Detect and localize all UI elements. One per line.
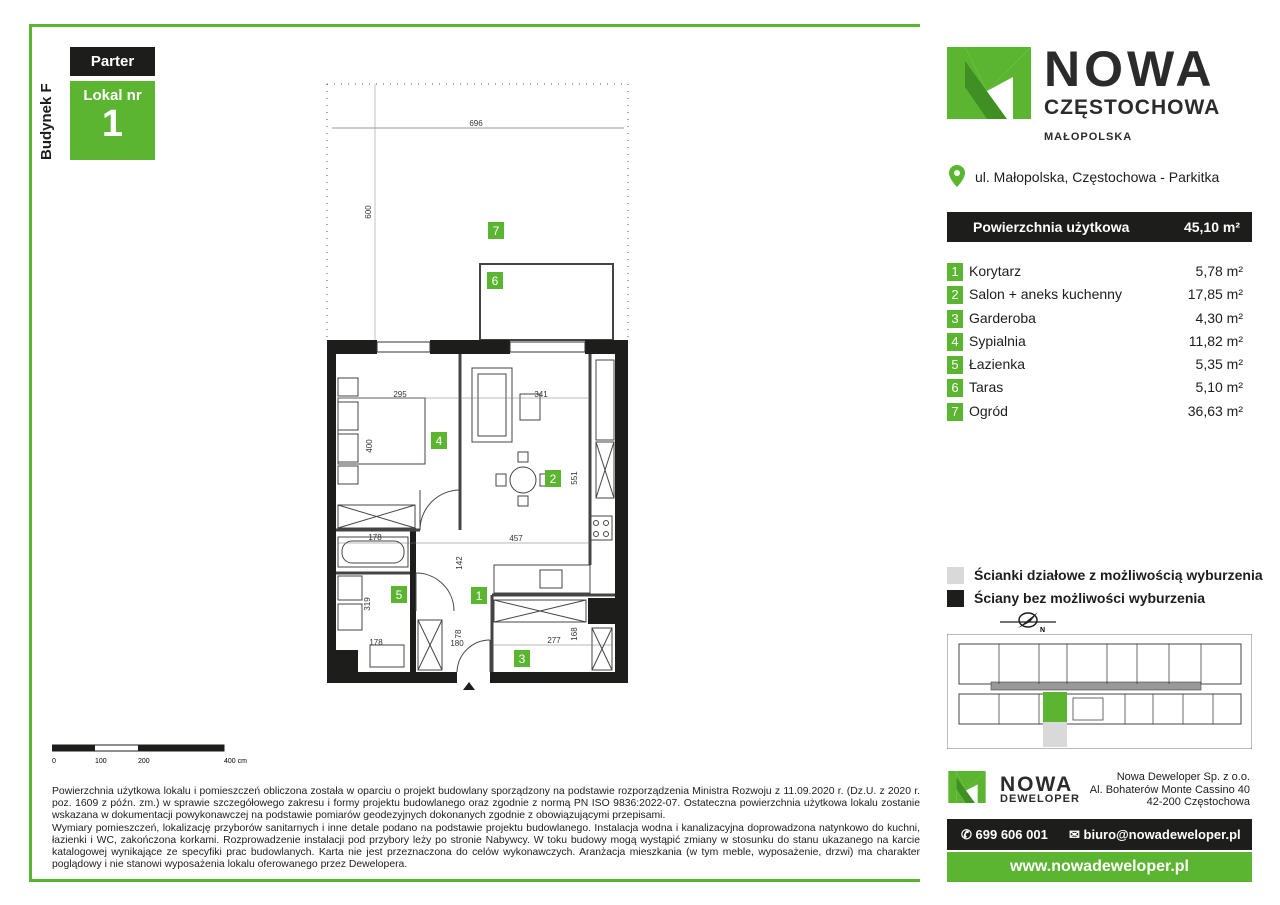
dim-living-w: 341	[534, 390, 548, 399]
dim-wardrobe-h: 168	[570, 627, 579, 641]
email-link[interactable]: ✉ biuro@nowadeweloper.pl	[1069, 827, 1241, 842]
site-plan-thumbnail	[947, 634, 1252, 749]
list-item: 7 Ogród 36,63 m²	[947, 402, 1247, 425]
entrance-marker	[463, 682, 475, 690]
contact-bar	[947, 819, 1252, 850]
building-label: Budynek F	[38, 83, 55, 160]
dim-hall-h: 142	[455, 556, 464, 570]
legend-fixed-swatch	[947, 590, 964, 607]
frame-left-line	[29, 24, 32, 881]
scale-bar	[52, 743, 252, 767]
unit-number: 1	[101, 103, 124, 145]
phone-link[interactable]: ✆ 699 606 001	[961, 827, 1048, 842]
dim-garden-h: 600	[364, 205, 373, 219]
dim-door-a: 78	[454, 629, 463, 639]
floor-plan	[300, 70, 660, 700]
scale-tick-0: 0	[52, 758, 56, 765]
dining-table	[496, 452, 550, 506]
dim-door-b: 180	[450, 639, 464, 648]
dim-wardrobe-w: 277	[547, 636, 561, 645]
developer-company: Nowa Deweloper Sp. z o.o.	[1116, 771, 1250, 783]
developer-name: NOWA	[1000, 773, 1074, 796]
brand-logo-icon	[947, 47, 1031, 119]
unit-label: Lokal nr	[83, 87, 142, 104]
disclaimer-p1: Powierzchnia użytkowa lokalu i pomieszczeń obliczona została w oparciu o projekt budowlany sporządzony na podstawie rozporządzenia Ministra Rozwoju z 11.09.2020 r. (Dz.U. z 2020 r. poz. 1609 z późn. zm.) w sprawie szczegółowego zakresu i formy projektu budowlanego oraz zgodnie z normą PN ISO 9836:2022-07. Ostateczna powierzchnia użytkowa lokalu zostanie wskazana w dokumentacji powykonawczej na podstawie pomiarów geodezyjnych dokonanych zgodnie z obowiązującymi przepisami.	[52, 786, 920, 822]
brand-name: NOWA	[1044, 41, 1216, 97]
phone-icon: ✆	[961, 827, 976, 842]
brand-city: CZĘSTOCHOWA	[1044, 96, 1221, 119]
tag-7: 7	[492, 224, 500, 238]
tag-3: 3	[518, 652, 526, 666]
developer-sub: DEWELOPER	[1000, 793, 1080, 805]
address: ul. Małopolska, Częstochowa - Parkitka	[975, 169, 1220, 185]
compass-n: N	[1040, 627, 1046, 634]
disclaimer-p2: Wymiary pomieszczeń, lokalizację przyborów sanitarnych i inne detale podano na podstawie projektu budowlanego. Instalacja wodna i kanalizacyjna doprowadzona natynkowo do kuchni, łazienki i WC, zakończona korkami. Rozprowadzenie instalacji pod przybory leży po stronie Nabywcy. W toku budowy mogą wystąpić zmiany w stosunku do stanu ukazanego na karcie katalogowej wynikające ze specyfiki prac budowlanych. Karta nie jest przeznaczona do celów wykonawczych. Aranżacja mieszkania (w tym meble, wyposażenie, drzwi) ma charakter poglądowy i nie stanowi wyposażenia lokalu oferowanego przez Dewelopera.	[52, 822, 920, 871]
sofa	[472, 368, 540, 442]
tag-2: 2	[549, 472, 557, 486]
usable-area-label: Powierzchnia użytkowa	[973, 219, 1130, 235]
tag-6: 6	[491, 274, 499, 288]
tag-4: 4	[435, 434, 443, 448]
usable-area-bar	[947, 212, 1252, 242]
partition-walls	[336, 354, 615, 672]
dim-bath-w-top: 178	[368, 533, 382, 542]
room-list	[947, 262, 1247, 425]
list-item: 3 Garderoba 4,30 m²	[947, 309, 1247, 332]
disclaimer	[52, 786, 920, 871]
dim-lines	[338, 398, 612, 645]
list-item: 2 Salon + aneks kuchenny 17,85 m²	[947, 285, 1247, 308]
list-item: 5 Łazienka 5,35 m²	[947, 355, 1247, 378]
dim-bed-w: 295	[393, 390, 407, 399]
compass-icon	[996, 608, 1062, 634]
dim-bath-h: 319	[363, 597, 372, 611]
developer-logo-icon	[947, 771, 987, 803]
frame-top-line	[29, 24, 920, 27]
list-item: 4 Sypialnia 11,82 m²	[947, 332, 1247, 355]
scale-tick-2: 200	[138, 758, 150, 765]
developer-street: Al. Bohaterów Monte Cassino 40	[1089, 783, 1250, 796]
developer-city: 42-200 Częstochowa	[1146, 796, 1250, 808]
unit-box	[70, 81, 155, 160]
scale-tick-3: 400 cm	[224, 758, 247, 765]
tag-5: 5	[395, 588, 403, 602]
developer-address	[1090, 771, 1250, 809]
usable-area-value: 45,10 m²	[1183, 219, 1240, 235]
dim-living-h: 551	[570, 471, 579, 485]
floor-label: Parter	[70, 47, 155, 76]
tag-1: 1	[475, 589, 483, 603]
dim-garden-w: 696	[469, 119, 483, 128]
wardrobe-bedroom	[338, 505, 415, 528]
list-item: 1 Korytarz 5,78 m²	[947, 262, 1247, 285]
mail-icon: ✉	[1069, 827, 1084, 842]
brand-region: MAŁOPOLSKA	[1044, 131, 1133, 143]
legend-removable-swatch	[947, 567, 964, 584]
frame-bottom-line	[29, 879, 920, 882]
dim-mid-w: 457	[509, 534, 523, 543]
dim-bath-w-bottom: 178	[369, 638, 383, 647]
website-link[interactable]: www.nowadeweloper.pl	[947, 852, 1252, 882]
location-pin-icon	[949, 165, 965, 187]
list-item: 6 Taras 5,10 m²	[947, 378, 1247, 401]
dim-bed-h: 400	[365, 439, 374, 453]
scale-tick-1: 100	[95, 758, 107, 765]
bed	[338, 378, 425, 484]
